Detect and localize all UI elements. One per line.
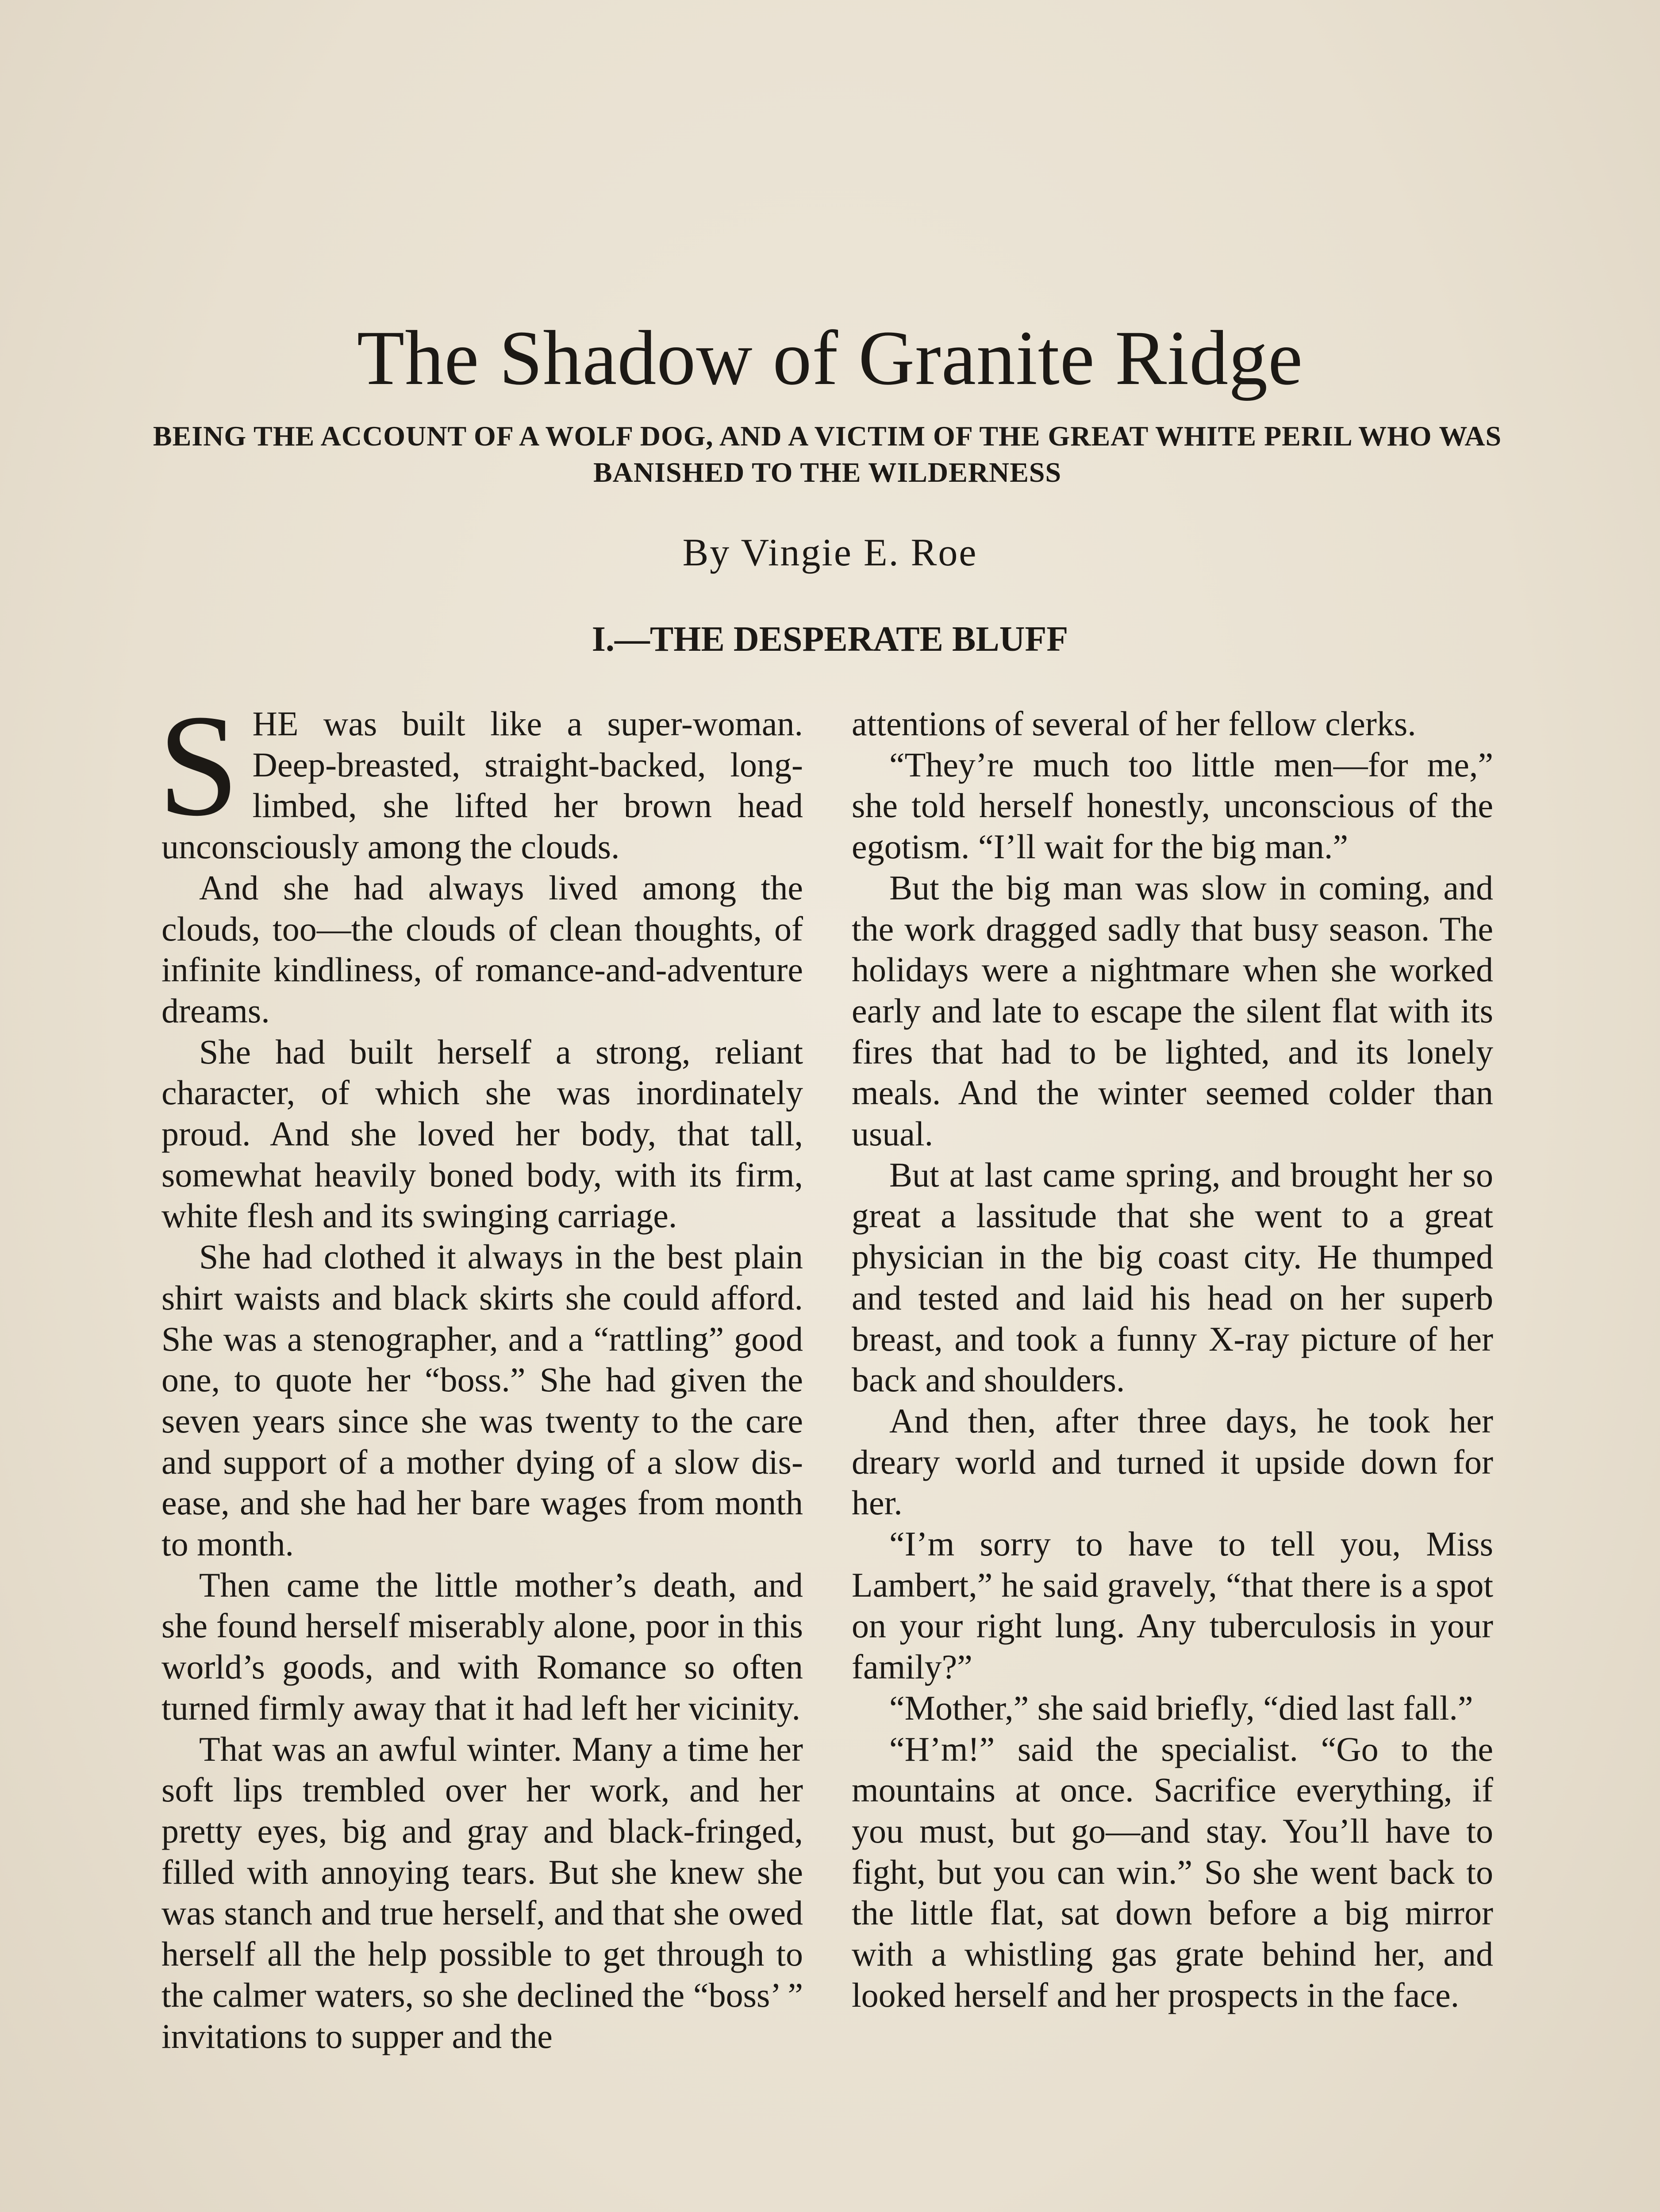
- story-subtitle: BEING THE ACCOUNT OF A WOLF DOG, AND A VICTIM OF THE GREAT WHITE PERIL WHO WAS BANISHED TO THE WILDERNESS: [153, 420, 1502, 488]
- paragraph: And she had always lived among the clouds, too—the clouds of clean thoughts, of infinite kindliness, of romance-and-adventure dreams.: [161, 868, 803, 1030]
- paragraph: That was an awful winter. Many a time her soft lips trembled over her work, and her pretty eyes, big and gray and black-fringed, filled with annoying tears. But she knew she was stanch and true herself, and that she owed herself all the help possible to get through to the calmer waters, so she declined the “boss’ ” invitations to supper and the: [161, 1729, 803, 2055]
- paragraph: “I’m sorry to have to tell you, Miss Lambert,” he said gravely, “that there is a spot on your right lung. Any tuberculosis in your family?”: [852, 1525, 1493, 1686]
- paragraph: SHE was built like a super-woman. Deep-breasted, straight-backed, long-limbed, she lifted her brown head unconsciously among the clouds.: [158, 685, 803, 866]
- paragraph: “H’m!” said the specialist. “Go to the mountains at once. Sacrifice everything, if you must, but go—and stay. You’ll have to fight, but you can win.” So she went back to the little flat, sat down before a big mirror with a whistling gas grate behind her, and looked herself and her prospects in the face.: [852, 1729, 1493, 2014]
- author-byline: By Vingie E. Roe: [682, 531, 978, 574]
- paragraph: But at last came spring, and brought her so great a lassitude that she went to a great physician in the big coast city. He thumped and tested and laid his head on her superb breast, and took a funny X-ray picture of her back and shoulders.: [852, 1155, 1493, 1399]
- paragraph: She had built herself a strong, reliant character, of which she was inordinately proud. And she loved her body, that tall, somewhat heavily boned body, with its firm, white flesh and its swinging carriage.: [161, 1032, 803, 1235]
- story-title: The Shadow of Granite Ridge: [357, 315, 1303, 401]
- right-column: [852, 703, 1493, 2016]
- paragraph: “Mother,” she said briefly, “died last fall.”: [889, 1688, 1473, 1727]
- paragraph: Then came the little mother’s death, and she found herself miserably alone, poor in this world’s goods, and with Romance so often turned firmly away that it had left her vicinity.: [161, 1565, 803, 1727]
- paragraph: But the big man was slow in coming, and the work dragged sadly that busy season. The holidays were a nightmare when she worked early and late to escape the silent flat with its fires that had to be lighted, and its lonely meals. And the winter seemed colder than usual.: [852, 868, 1493, 1153]
- left-column: [158, 685, 803, 2057]
- paragraph: attentions of several of her fellow clerks.: [852, 704, 1416, 743]
- paragraph: “They’re much too little men—for me,” she told herself honestly, unconscious of the egotism. “I’ll wait for the big man.”: [852, 745, 1493, 866]
- drop-cap: S: [158, 685, 239, 846]
- paragraph: And then, after three days, he took her dreary world and turned it upside down for her.: [852, 1401, 1493, 1522]
- paragraph: She had clothed it always in the best plain shirt waists and black skirts she could afford. She was a stenographer, and a “rattling” good one, to quote her “boss.” She had given the seven years since she was twenty to the care and support of a mother dying of a slow disease, and she had her bare wages from month to month.: [161, 1237, 803, 1563]
- section-heading: I.—THE DESPERATE BLUFF: [592, 620, 1068, 659]
